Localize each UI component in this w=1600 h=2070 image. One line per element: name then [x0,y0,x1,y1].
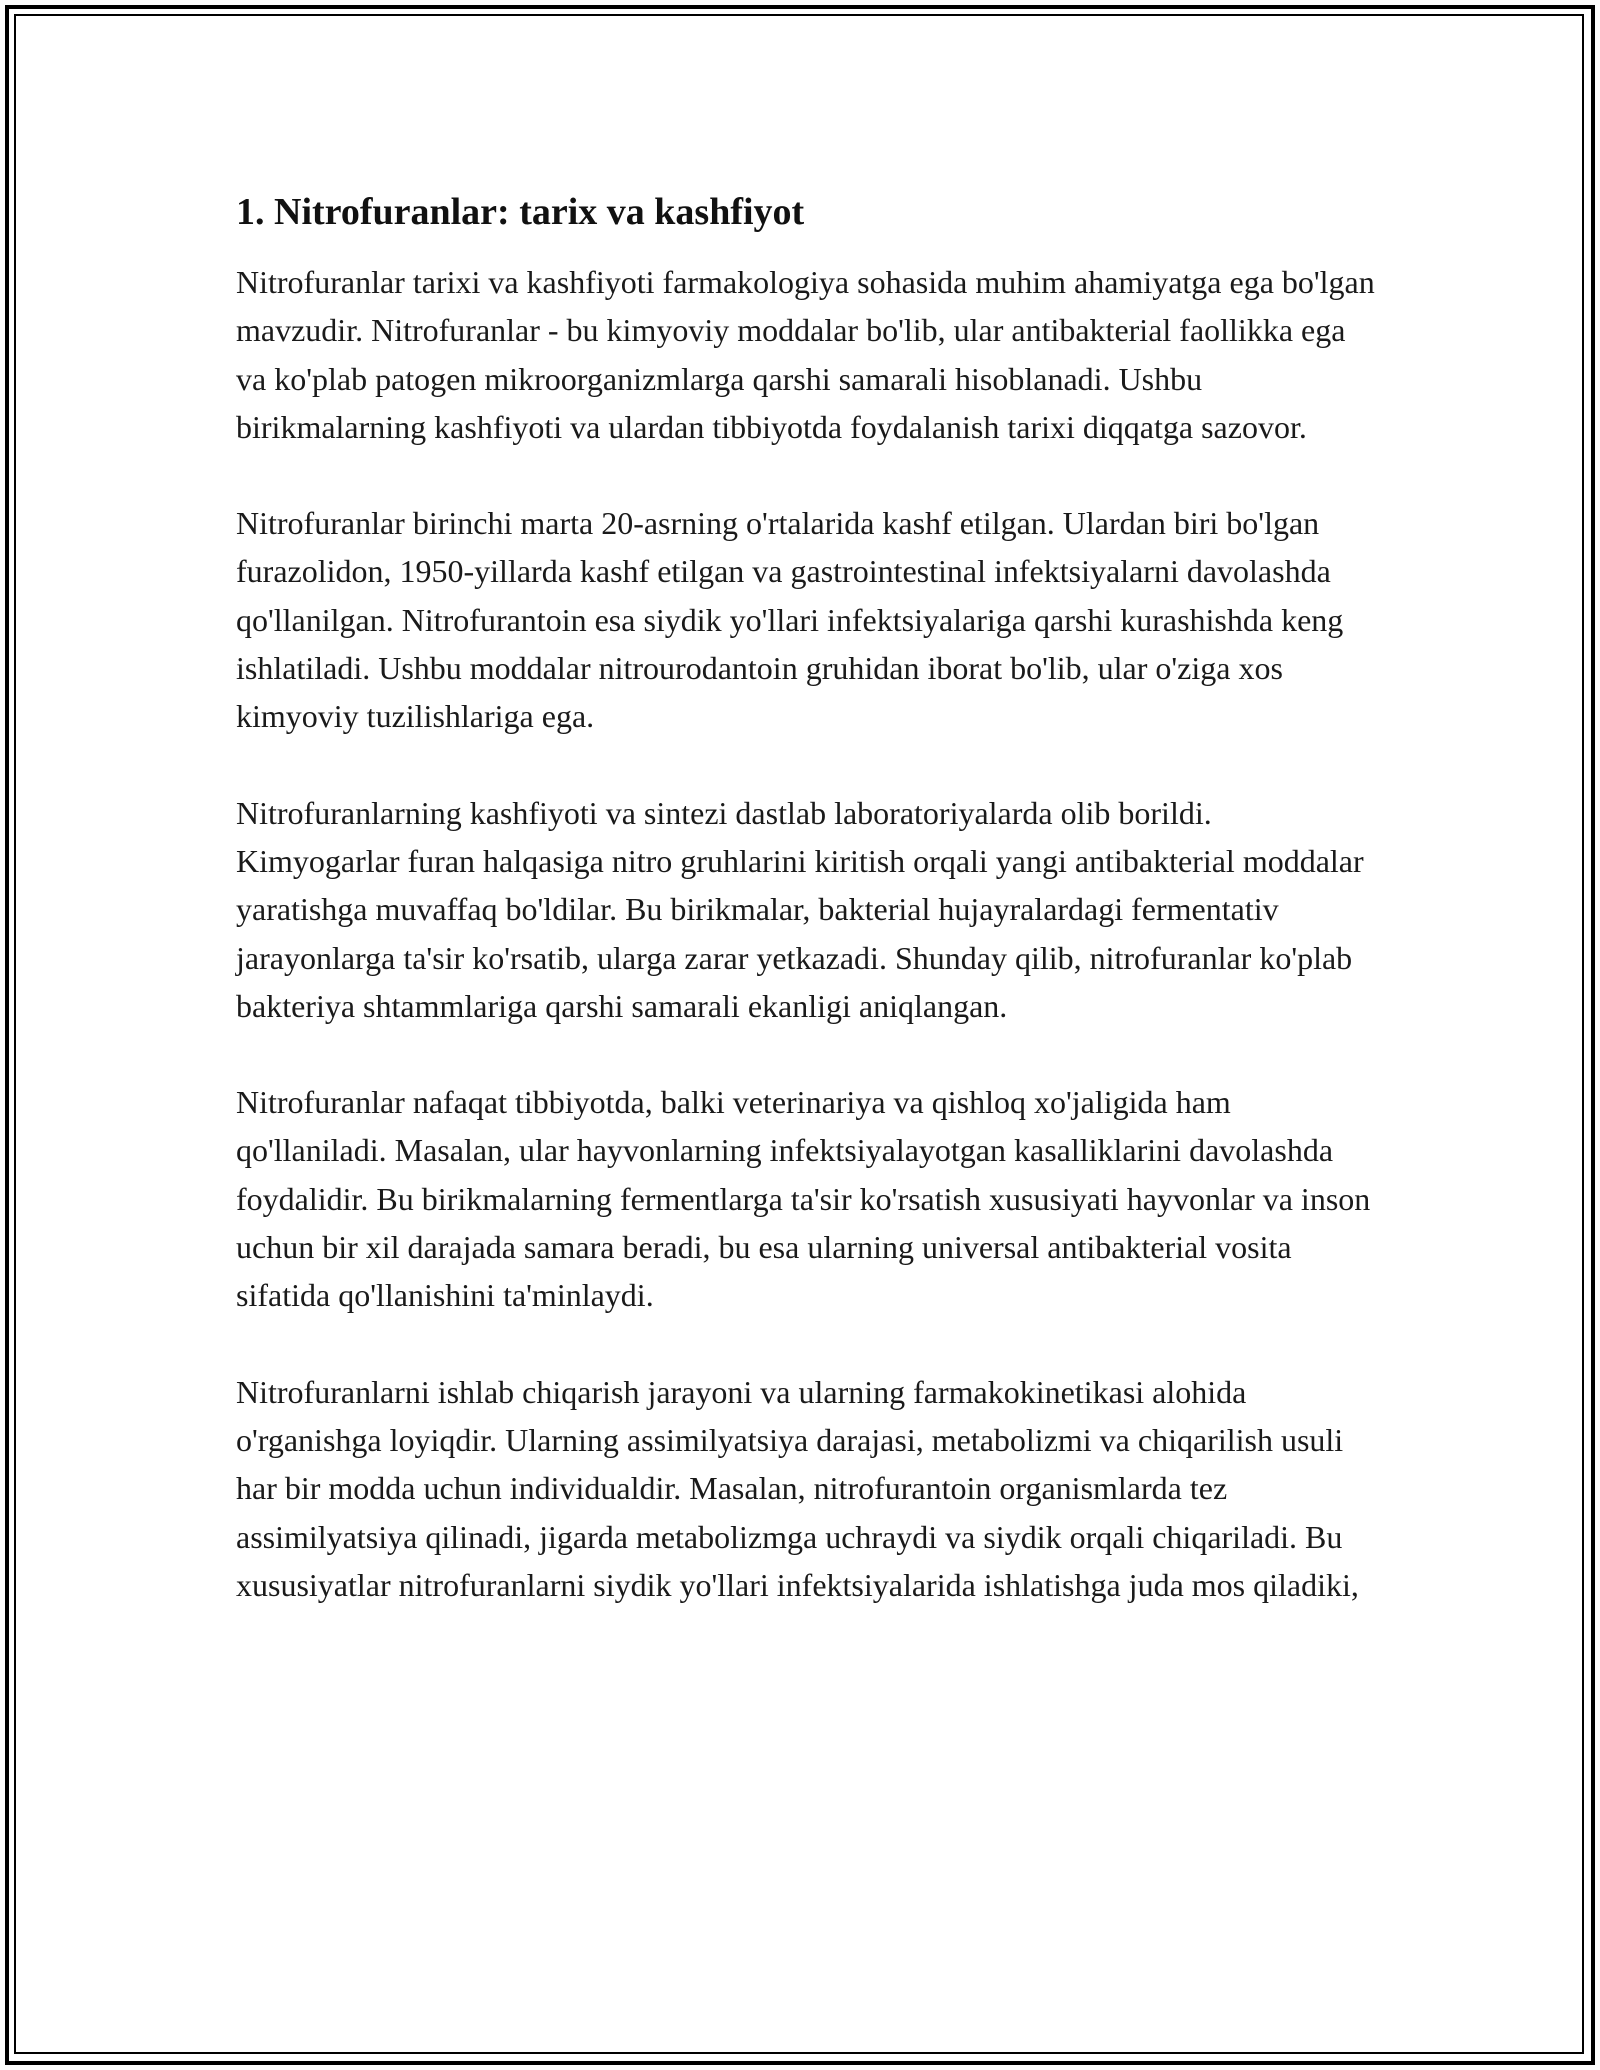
document-body [236,186,1376,1657]
section-heading: 1. Nitrofuranlar: tarix va kashfiyot [236,191,805,233]
paragraph-3: Nitrofuranlarning kashfiyoti va sintezi dastlab laboratoriyalarda olib borildi. Kimyogarlar furan halqasiga nitro gruhlarini kiritish orqali yangi antibakterial moddalar yaratishga muvaffaq bo'ldilar. Bu birikmalar, bakterial hujayralardagi fermentativ jarayonlarga ta'sir ko'rsatib, ularga zarar yetkazadi. Shunday qilib, nitrofuranlar ko'plab bakteriya shtammlariga qarshi samarali ekanligi aniqlangan. [236,794,1364,1024]
paragraph-1: Nitrofuranlar tarixi va kashfiyoti farmakologiya sohasida muhim ahamiyatga ega bo'lgan mavzudir. Nitrofuranlar - bu kimyoviy moddalar bo'lib, ular antibakterial faollikka ega va ko'plab patogen mikroorganizmlarga qarshi samarali hisoblanadi. Ushbu birikmalarning kashfiyoti va ulardan tibbiyotda foydalanish tarixi diqqatga sazovor. [236,264,1375,445]
paragraph-5: Nitrofuranlarni ishlab chiqarish jarayoni va ularning farmakokinetikasi alohida o'rganishga loyiqdir. Ularning assimilyatsiya darajasi, metabolizmi va chiqarilish usuli har bir modda uchun individualdir. Masalan, nitrofurantoin organismlarda tez assimilyatsiya qilinadi, jigarda metabolizmga uchraydi va siydik orqali chiqariladi. Bu xususiyatlar nitrofuranlarni siydik yo'llari infektsiyalarida ishlatishga juda mos qiladiki, [236,1373,1359,1603]
paragraph-4: Nitrofuranlar nafaqat tibbiyotda, balki veterinariya va qishloq xo'jaligida ham qo'llaniladi. Masalan, ular hayvonlarning infektsiyalayotgan kasalliklarini davolashda foydalidir. Bu birikmalarning fermentlarga ta'sir ko'rsatish xususiyati hayvonlar va inson uchun bir xil darajada samara beradi, bu esa ularning universal antibakterial vosita sifatida qo'llanishini ta'minlaydi. [236,1084,1371,1314]
paragraph-2: Nitrofuranlar birinchi marta 20-asrning o'rtalarida kashf etilgan. Ulardan biri bo'lgan furazolidon, 1950-yillarda kashf etilgan va gastrointestinal infektsiyalarni davolashda qo'llanilgan. Nitrofurantoin esa siydik yo'llari infektsiyalariga qarshi kurashishda keng ishlatiladi. Ushbu moddalar nitrourodantoin gruhidan iborat bo'lib, ular o'ziga xos kimyoviy tuzilishlariga ega. [236,505,1344,735]
